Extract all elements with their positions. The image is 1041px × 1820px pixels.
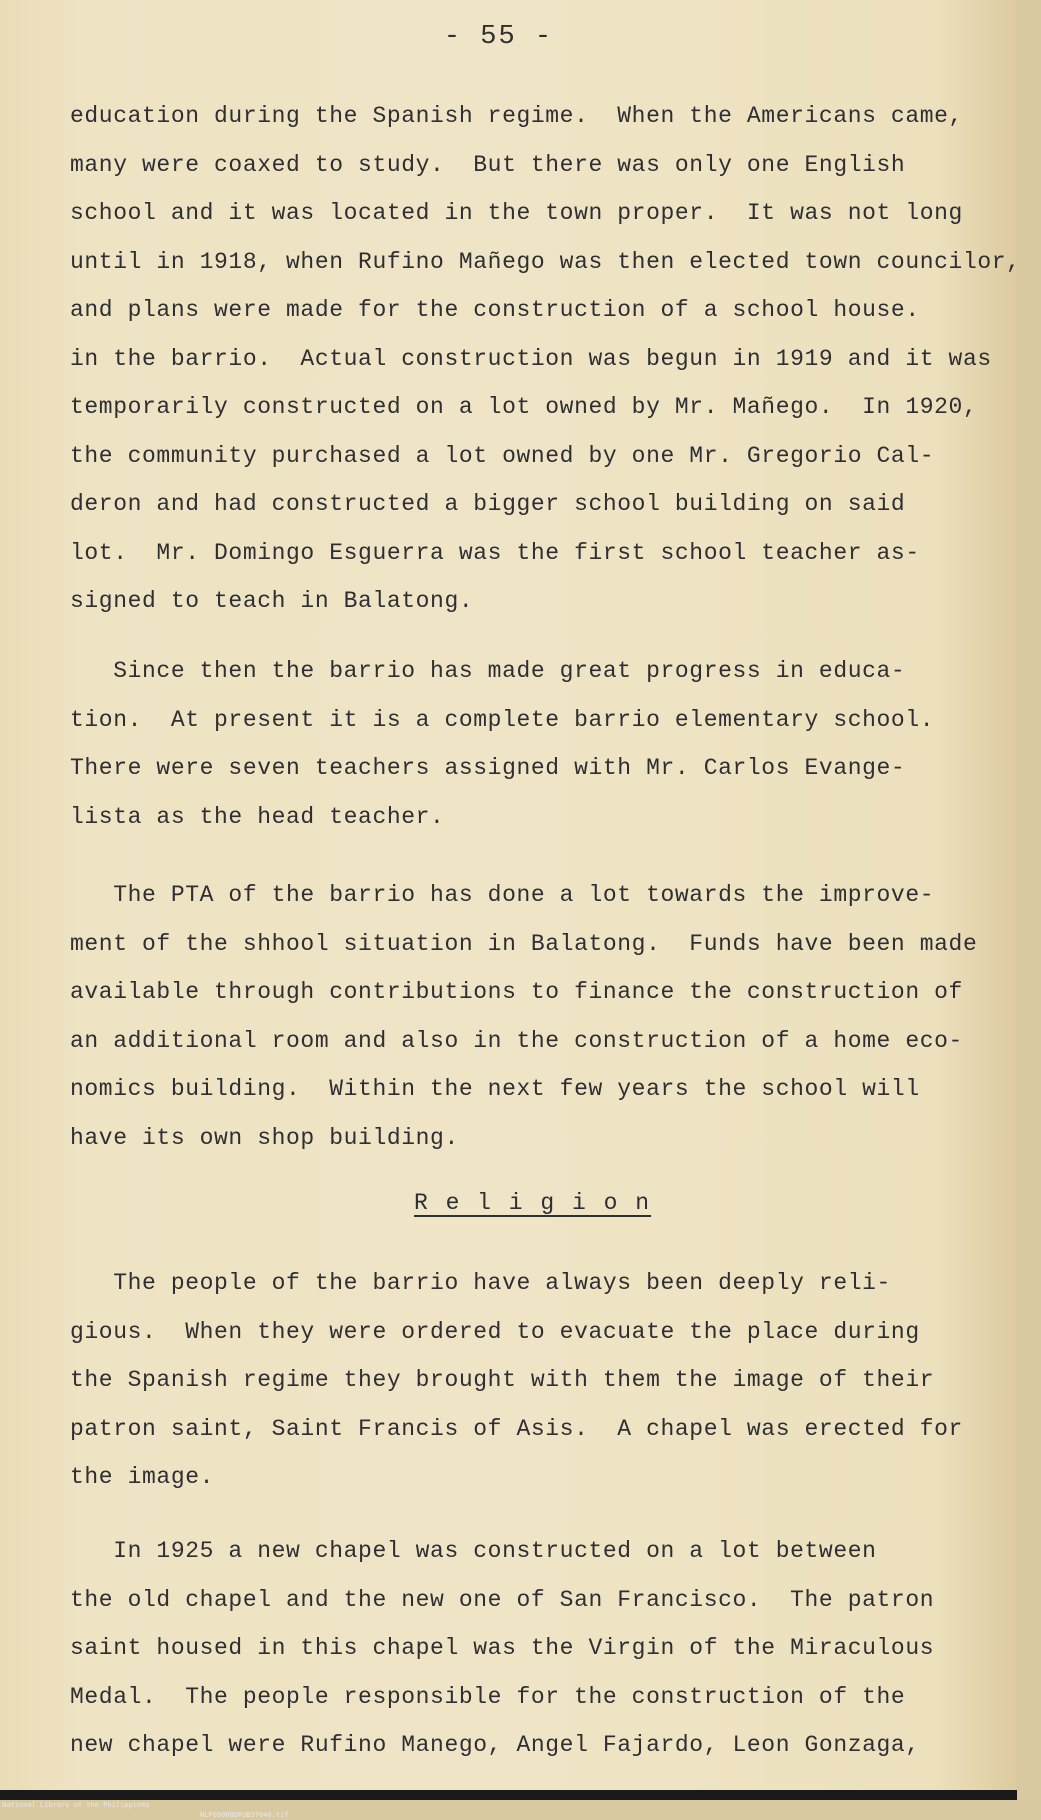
text-line: lot. Mr. Domingo Esguerra was the first school teacher as- [70, 539, 920, 566]
text-line: gious. When they were ordered to evacuate the place during [70, 1318, 920, 1345]
footer-filename: NLP00000DPUB37040.tif [200, 1811, 289, 1819]
text-line: ment of the shhool situation in Balatong. Funds have been made [70, 930, 978, 957]
text-line: nomics building. Within the next few years the school will [70, 1076, 920, 1102]
text-line: temporarily constructed on a lot owned by Mr. Mañego. In 1920, [70, 394, 978, 420]
text-line: The people of the barrio have always been deeply reli- [70, 1270, 891, 1296]
text-line: education during the Spanish regime. When the Americans came, [70, 103, 963, 129]
text-line: an additional room and also in the construction of a home eco- [70, 1027, 963, 1054]
text-line: deron and had constructed a bigger school building on said [70, 491, 906, 517]
text-line: Since then the barrio has made great progress in educa- [70, 658, 906, 684]
text-line: signed to teach in Balatong. [70, 588, 474, 614]
text-line: the image. [70, 1464, 215, 1490]
text-line: available through contributions to finance the construction of [70, 979, 963, 1005]
text-line: the Spanish regime they brought with them the image of their [70, 1367, 935, 1393]
scan-footer [0, 1790, 1017, 1819]
text-line: patron saint, Saint Francis of Asis. A chapel was erected for [70, 1415, 963, 1442]
text-line: Medal. The people responsible for the construction of the [70, 1683, 906, 1710]
text-line: have its own shop building. [70, 1124, 459, 1151]
text-line: until in 1918, when Rufino Mañego was then elected town councilor, [70, 248, 1021, 275]
text-line: saint housed in this chapel was the Virgin of the Miraculous [70, 1635, 935, 1661]
text-line: the community purchased a lot owned by one Mr. Gregorio Cal- [70, 442, 935, 469]
text-line: school and it was located in the town proper. It was not long [70, 200, 963, 226]
footer-library: National Library of the Philippines [2, 1801, 150, 1809]
text-line: The PTA of the barrio has done a lot towards the improve- [70, 882, 935, 908]
paragraph-education [70, 92, 1021, 626]
text-line: tion. At present it is a complete barrio elementary school. [70, 706, 935, 733]
paragraph-chapel [70, 1527, 1000, 1770]
text-line: in the barrio. Actual construction was begun in 1919 and it was [70, 345, 992, 372]
text-line: many were coaxed to study. But there was only one English [70, 151, 906, 178]
text-line: and plans were made for the construction of a school house. [70, 297, 920, 323]
section-heading-text: R e l i g i o n [413, 1190, 652, 1216]
text-line: new chapel were Rufino Manego, Angel Fajardo, Leon Gonzaga, [70, 1732, 920, 1758]
paragraph-progress [70, 647, 1000, 841]
text-line: lista as the head teacher. [70, 803, 445, 830]
text-line: the old chapel and the new one of San Francisco. The patron [70, 1586, 935, 1613]
section-heading-religion [24, 1190, 1041, 1216]
text-line: There were seven teachers assigned with Mr. Carlos Evange- [70, 755, 906, 781]
page-number: - 55 - [443, 22, 554, 52]
paragraph-pta [70, 871, 1000, 1162]
paragraph-religion [70, 1259, 1000, 1502]
text-line: In 1925 a new chapel was constructed on a lot between [70, 1538, 877, 1564]
